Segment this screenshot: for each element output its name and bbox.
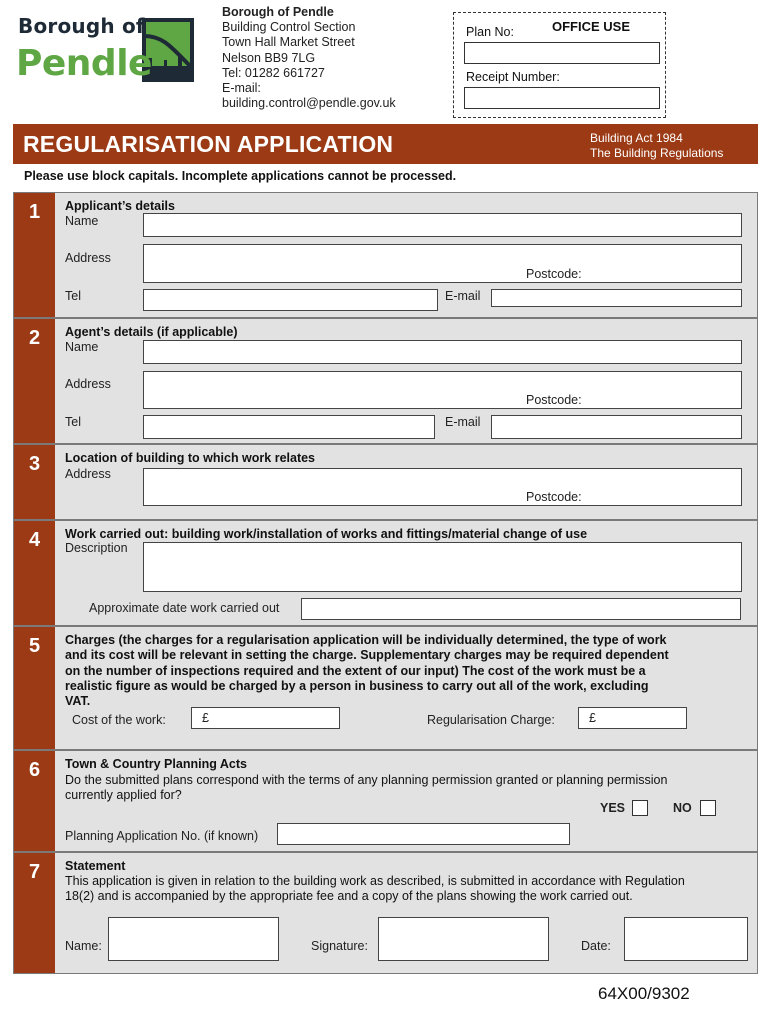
council-email: building.control@pendle.gov.uk [222,96,396,111]
section-number: 3 [14,445,55,519]
council-line: Town Hall Market Street [222,35,355,50]
charges-line: Charges (the charges for a regularisation application will be individually determined, the type of work [65,633,667,647]
section-number: 2 [14,319,55,443]
charges-line: and its cost will be relevant in setting the charge. Supplementary charges may be required dependent [65,648,669,663]
postcode-label: Postcode: [526,490,582,504]
section-charges [13,626,758,750]
form-code: 64X00/9302 [598,984,690,1003]
agent-tel-field[interactable] [143,415,435,439]
address-label: Address [65,377,111,391]
council-line: E-mail: [222,81,261,96]
section-location [13,444,758,520]
section-number: 1 [14,193,55,317]
yes-checkbox[interactable] [632,800,648,816]
charge-field[interactable] [578,707,687,729]
signature-field[interactable] [378,917,549,961]
description-label: Description [65,541,128,555]
agent-address-field[interactable] [143,371,742,409]
yes-label: YES [600,801,626,815]
section-agent [13,318,758,444]
applicant-address-field[interactable] [143,244,742,283]
email-label: E-mail [445,289,481,303]
office-use-title: OFFICE USE [552,19,631,34]
postcode-label: Postcode: [526,393,582,407]
instructions: Please use block capitals. Incomplete applications cannot be processed. [24,169,457,183]
charges-line: on the number of inspections required and the extent of our input) The cost of the work must be a [65,663,646,678]
receipt-number-label: Receipt Number: [466,70,560,84]
logo-text-pendle: Pendle [16,43,152,84]
name-label: Name: [65,939,102,953]
subtitle-act: Building Act 1984 [590,131,683,145]
logo-text-borough: Borough of [18,14,145,38]
applicant-name-field[interactable] [143,213,742,237]
section-number: 5 [14,627,55,749]
section-work [13,520,758,626]
work-date-field[interactable] [301,598,741,620]
cost-label: Cost of the work: [72,713,166,727]
planning-no-field[interactable] [277,823,570,845]
statement-date-field[interactable] [624,917,748,961]
work-description-field[interactable] [143,542,742,592]
section-number: 6 [14,751,55,851]
charges-line: VAT. [65,694,91,709]
pendle-logo [14,8,196,96]
currency-symbol: £ [202,711,209,725]
council-address [222,5,396,111]
section-applicant [13,192,758,318]
signature-label: Signature: [311,939,368,953]
charges-text [65,633,669,709]
planning-question [65,773,667,804]
statement-name-field[interactable] [108,917,279,961]
section-heading: Town & Country Planning Acts [65,757,247,771]
page-title: REGULARISATION APPLICATION [23,131,394,157]
no-checkbox[interactable] [700,800,716,816]
applicant-email-field[interactable] [491,289,742,307]
council-name: Borough of Pendle [222,5,334,19]
name-label: Name [65,340,99,354]
subtitle-regulations: The Building Regulations [590,146,724,160]
planning-question-line: Do the submitted plans correspond with the terms of any planning permission granted or planning permission [65,773,668,787]
planning-question-line: currently applied for? [65,788,182,803]
section-statement [13,852,758,974]
tel-label: Tel [65,415,81,429]
section-heading: Statement [65,859,126,873]
applicant-tel-field[interactable] [143,289,438,311]
email-label: E-mail [445,415,481,429]
section-number: 7 [14,853,55,973]
date-label: Date: [581,939,611,953]
section-heading: Location of building to which work relates [65,451,316,465]
address-label: Address [65,251,111,265]
section-number: 4 [14,521,55,625]
cost-field[interactable] [191,707,340,729]
statement-text [65,874,685,905]
agent-email-field[interactable] [491,415,742,439]
statement-line: This application is given in relation to the building work as described, is submitted in accordance with Regulation [65,874,685,888]
council-line: Nelson BB9 7LG [222,50,316,65]
charge-label: Regularisation Charge: [427,713,555,727]
title-subtitle [590,131,723,161]
office-use-box [453,12,666,118]
section-heading: Agent’s details (if applicable) [65,325,238,339]
title-bar [13,124,758,164]
postcode-label: Postcode: [526,267,582,281]
address-label: Address [65,467,111,481]
section-planning [13,750,758,852]
planning-no-label: Planning Application No. (if known) [65,829,259,843]
section-heading: Work carried out: building work/installation of works and fittings/material change of use [65,527,588,541]
section-heading: Applicant’s details [65,199,175,213]
tel-label: Tel [65,289,81,303]
no-label: NO [673,801,692,815]
plan-no-label: Plan No: [466,25,514,39]
currency-symbol: £ [589,711,596,725]
name-label: Name [65,214,99,228]
council-line: Tel: 01282 661727 [222,65,325,80]
plan-no-field[interactable] [464,42,660,64]
location-address-field[interactable] [143,468,742,506]
charges-line: realistic figure as would be charged by a person in business to carry out all of the work, excluding [65,678,649,693]
receipt-number-field[interactable] [464,87,660,109]
agent-name-field[interactable] [143,340,742,364]
date-label: Approximate date work carried out [89,601,280,615]
council-line: Building Control Section [222,20,356,35]
statement-line: 18(2) and is accompanied by the appropriate fee and a copy of the plans showing the work carried out. [65,889,633,904]
